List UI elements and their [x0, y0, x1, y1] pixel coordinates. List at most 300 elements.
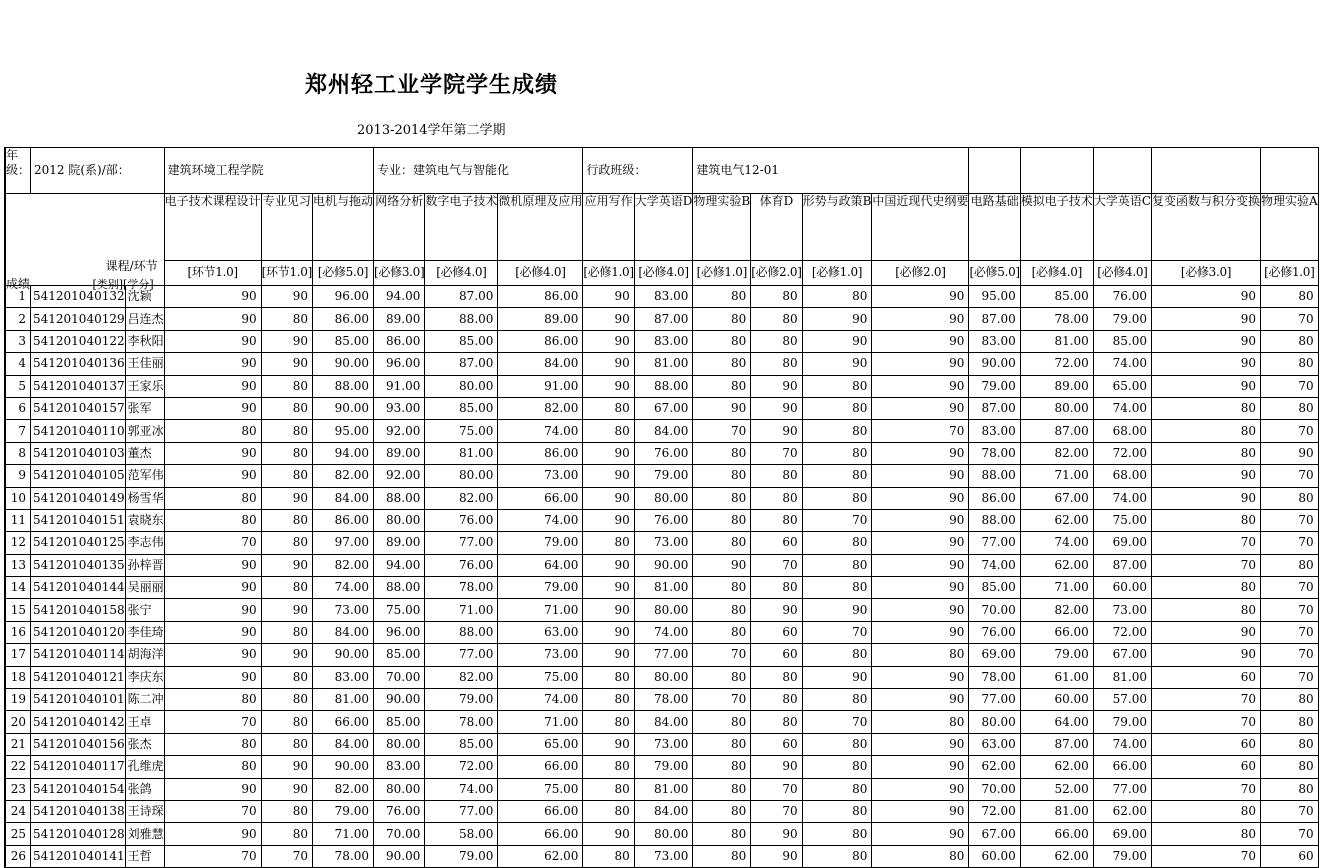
score-cell: 80 [261, 823, 312, 845]
grade-table [4, 147, 1319, 868]
score-cell: 74.00 [1093, 353, 1151, 375]
score-cell: 52.00 [1020, 778, 1093, 800]
score-cell: 74.00 [313, 577, 374, 599]
course-header: 物理实验B [693, 194, 751, 261]
score-cell: 80 [693, 778, 751, 800]
score-cell: 82.00 [313, 554, 374, 576]
student-id: 541201040156 [31, 733, 126, 755]
score-cell: 88.00 [374, 577, 425, 599]
course-header: 中国近现代史纲要 [872, 194, 969, 261]
score-cell: 90 [1152, 644, 1261, 666]
score-cell: 80 [693, 823, 751, 845]
score-cell: 80 [1261, 554, 1319, 576]
score-cell: 90 [583, 487, 634, 509]
score-cell: 90 [751, 375, 802, 397]
score-cell: 90 [583, 375, 634, 397]
score-cell: 90 [1152, 621, 1261, 643]
class-value: 建筑电气12-01 [693, 148, 969, 194]
score-cell: 70 [693, 689, 751, 711]
row-index: 24 [6, 800, 31, 822]
score-cell: 78.00 [1020, 308, 1093, 330]
score-cell: 80.00 [634, 823, 693, 845]
score-cell: 80 [802, 532, 872, 554]
score-cell: 90 [693, 397, 751, 419]
score-cell: 82.00 [498, 397, 583, 419]
score-cell: 60 [1152, 756, 1261, 778]
score-cell: 66.00 [498, 756, 583, 778]
score-cell: 83.00 [969, 420, 1020, 442]
student-id: 541201040129 [31, 308, 126, 330]
course-header: 物理实验A [1261, 194, 1319, 261]
score-cell: 90.00 [313, 353, 374, 375]
student-name: 胡海洋 [125, 644, 164, 666]
score-cell: 74.00 [498, 509, 583, 531]
score-cell: 61.00 [1020, 666, 1093, 688]
course-credit: [必修3.0] [1152, 260, 1261, 285]
score-cell: 80 [802, 800, 872, 822]
student-id: 541201040114 [31, 644, 126, 666]
course-header: 应用写作 [583, 194, 634, 261]
score-cell: 90 [872, 465, 969, 487]
score-cell: 79.00 [1093, 711, 1151, 733]
score-cell: 73.00 [1093, 599, 1151, 621]
score-cell: 90 [583, 330, 634, 352]
score-cell: 78.00 [425, 577, 498, 599]
score-cell: 70 [802, 711, 872, 733]
score-cell: 83.00 [634, 286, 693, 308]
student-id: 541201040158 [31, 599, 126, 621]
score-cell: 74.00 [1093, 733, 1151, 755]
student-id: 541201040101 [31, 689, 126, 711]
score-cell: 80 [751, 577, 802, 599]
score-cell: 82.00 [425, 487, 498, 509]
score-cell: 78.00 [425, 711, 498, 733]
score-cell: 90 [872, 286, 969, 308]
row-index: 12 [6, 532, 31, 554]
score-cell: 80 [1152, 442, 1261, 464]
score-cell: 70.00 [969, 778, 1020, 800]
row-index: 4 [6, 353, 31, 375]
score-cell: 70 [1261, 666, 1319, 688]
table-row [5, 286, 1319, 308]
score-cell: 80 [751, 689, 802, 711]
score-cell: 85.00 [1020, 286, 1093, 308]
score-cell: 80 [693, 375, 751, 397]
student-id: 541201040121 [31, 666, 126, 688]
score-cell: 77.00 [425, 644, 498, 666]
score-cell: 90 [872, 532, 969, 554]
score-cell: 60.00 [1093, 577, 1151, 599]
score-cell: 80 [693, 666, 751, 688]
score-cell: 87.00 [969, 308, 1020, 330]
score-cell: 80 [261, 577, 312, 599]
score-cell: 70 [751, 554, 802, 576]
score-cell: 73.00 [634, 532, 693, 554]
score-cell: 92.00 [374, 420, 425, 442]
score-cell: 90 [1152, 330, 1261, 352]
score-cell: 85.00 [969, 577, 1020, 599]
score-cell: 80 [1261, 286, 1319, 308]
score-cell: 90 [164, 465, 261, 487]
score-cell: 90.00 [313, 756, 374, 778]
score-cell: 81.00 [634, 778, 693, 800]
score-cell: 87.00 [1020, 420, 1093, 442]
table-row [5, 465, 1319, 487]
score-cell: 70.00 [969, 599, 1020, 621]
score-cell: 85.00 [1093, 330, 1151, 352]
score-cell: 90 [1152, 375, 1261, 397]
score-cell: 80 [802, 778, 872, 800]
student-name: 王佳丽 [125, 353, 164, 375]
score-cell: 80 [583, 532, 634, 554]
score-cell: 80.00 [374, 509, 425, 531]
course-header: 体育D [751, 194, 802, 261]
score-cell: 96.00 [374, 353, 425, 375]
score-cell: 80 [802, 442, 872, 464]
score-cell: 97.00 [313, 532, 374, 554]
row-index: 1 [6, 286, 31, 308]
course-header: 大学英语C [1093, 194, 1151, 261]
score-cell: 80 [1261, 756, 1319, 778]
type-credit-label: [类别][学分] [92, 278, 154, 291]
score-cell: 71.00 [425, 599, 498, 621]
course-header: 微机原理及应用 [498, 194, 583, 261]
score-cell: 70 [1261, 465, 1319, 487]
score-cell: 80 [693, 286, 751, 308]
score-cell: 73.00 [313, 599, 374, 621]
score-cell: 70 [1152, 554, 1261, 576]
score-cell: 86.00 [498, 286, 583, 308]
student-id: 541201040103 [31, 442, 126, 464]
score-cell: 77.00 [1093, 778, 1151, 800]
course-header: 网络分析 [374, 194, 425, 261]
student-id: 541201040151 [31, 509, 126, 531]
score-cell: 80 [802, 397, 872, 419]
student-name: 吕连杰 [125, 308, 164, 330]
score-cell: 90 [583, 621, 634, 643]
score-cell: 90 [583, 577, 634, 599]
score-cell: 60 [1261, 845, 1319, 867]
score-cell: 85.00 [313, 330, 374, 352]
score-cell: 86.00 [313, 509, 374, 531]
student-id: 541201040105 [31, 465, 126, 487]
score-cell: 80 [261, 375, 312, 397]
score-cell: 83.00 [313, 666, 374, 688]
table-row [5, 666, 1319, 688]
score-cell: 78.00 [313, 845, 374, 867]
score-cell: 81.00 [1093, 666, 1151, 688]
score-cell: 80 [802, 420, 872, 442]
major-value: 专业：建筑电气与智能化 [374, 148, 583, 194]
score-cell: 89.00 [498, 308, 583, 330]
student-id: 541201040132 [31, 286, 126, 308]
score-cell: 90 [872, 442, 969, 464]
course-credit: [必修1.0] [583, 260, 634, 285]
score-cell: 80 [261, 420, 312, 442]
score-cell: 80 [693, 532, 751, 554]
course-row [5, 194, 1319, 261]
score-cell: 73.00 [498, 644, 583, 666]
course-header: 大学英语D [634, 194, 693, 261]
score-cell: 62.00 [969, 756, 1020, 778]
score-cell: 80 [1261, 487, 1319, 509]
student-name: 孔维虎 [125, 756, 164, 778]
score-cell: 95.00 [969, 286, 1020, 308]
score-cell: 80 [1261, 397, 1319, 419]
score-cell: 80 [802, 465, 872, 487]
score-cell: 93.00 [374, 397, 425, 419]
score-cell: 80 [1152, 509, 1261, 531]
score-cell: 64.00 [1020, 711, 1093, 733]
score-cell: 80 [583, 800, 634, 822]
grade-dept-label [31, 148, 165, 194]
score-cell: 70 [693, 644, 751, 666]
score-cell: 90 [583, 733, 634, 755]
score-cell: 82.00 [1020, 442, 1093, 464]
score-cell: 80 [261, 532, 312, 554]
score-cell: 82.00 [313, 778, 374, 800]
score-cell: 65.00 [1093, 375, 1151, 397]
score-cell: 80 [802, 823, 872, 845]
table-row [5, 330, 1319, 352]
score-cell: 80 [802, 733, 872, 755]
score-cell: 80 [802, 375, 872, 397]
score-cell: 90 [583, 509, 634, 531]
student-name: 郭亚冰 [125, 420, 164, 442]
course-credit: [必修1.0] [802, 260, 872, 285]
score-cell: 70 [1261, 599, 1319, 621]
score-cell: 77.00 [969, 532, 1020, 554]
class-label: 行政班级： [583, 148, 693, 194]
score-cell: 90.00 [634, 554, 693, 576]
score-cell: 71.00 [313, 823, 374, 845]
score-cell: 58.00 [425, 823, 498, 845]
student-name: 陈二冲 [125, 689, 164, 711]
score-cell: 90 [872, 308, 969, 330]
score-cell: 70 [1261, 621, 1319, 643]
score-cell: 80 [164, 756, 261, 778]
score-cell: 87.00 [634, 308, 693, 330]
score-cell: 90 [751, 823, 802, 845]
score-cell: 83.00 [634, 330, 693, 352]
score-cell: 75.00 [425, 420, 498, 442]
info-row [5, 148, 1319, 194]
score-cell: 77.00 [425, 800, 498, 822]
score-cell: 65.00 [498, 733, 583, 755]
score-label: 成绩 [6, 277, 31, 291]
student-id: 541201040125 [31, 532, 126, 554]
score-cell: 90 [261, 644, 312, 666]
score-cell: 80 [802, 286, 872, 308]
course-header: 模拟电子技术 [1020, 194, 1093, 261]
table-row [5, 353, 1319, 375]
score-cell: 80 [802, 644, 872, 666]
table-row [5, 823, 1319, 845]
score-cell: 90 [583, 308, 634, 330]
score-cell: 80 [583, 845, 634, 867]
score-cell: 57.00 [1093, 689, 1151, 711]
score-cell: 90 [872, 733, 969, 755]
score-cell: 83.00 [374, 756, 425, 778]
score-cell: 70 [1152, 711, 1261, 733]
course-credit: [环节1.0] [164, 260, 261, 285]
score-cell: 87.00 [1093, 554, 1151, 576]
score-cell: 89.00 [374, 308, 425, 330]
student-id: 541201040135 [31, 554, 126, 576]
score-cell: 88.00 [425, 621, 498, 643]
score-cell: 80 [1261, 733, 1319, 755]
score-cell: 90 [583, 599, 634, 621]
score-cell: 80 [693, 621, 751, 643]
row-index: 10 [6, 487, 31, 509]
score-cell: 63.00 [969, 733, 1020, 755]
score-cell: 67.00 [969, 823, 1020, 845]
score-cell: 90 [1152, 286, 1261, 308]
score-cell: 72.00 [969, 800, 1020, 822]
score-cell: 80 [1152, 577, 1261, 599]
score-cell: 80 [1152, 397, 1261, 419]
score-cell: 90 [164, 330, 261, 352]
score-cell: 90 [802, 599, 872, 621]
score-cell: 79.00 [969, 375, 1020, 397]
student-name: 王卓 [125, 711, 164, 733]
course-credit: [必修2.0] [751, 260, 802, 285]
table-row [5, 778, 1319, 800]
score-cell: 79.00 [1093, 845, 1151, 867]
score-cell: 80 [261, 397, 312, 419]
score-cell: 89.00 [374, 532, 425, 554]
score-cell: 70 [872, 420, 969, 442]
score-cell: 87.00 [969, 397, 1020, 419]
table-row [5, 532, 1319, 554]
score-cell: 90 [1152, 353, 1261, 375]
score-cell: 70 [1261, 644, 1319, 666]
score-cell: 90 [164, 621, 261, 643]
score-cell: 80 [261, 711, 312, 733]
score-cell: 70 [1261, 375, 1319, 397]
score-cell: 70 [1261, 532, 1319, 554]
score-cell: 90 [164, 599, 261, 621]
score-cell: 80 [802, 756, 872, 778]
table-row [5, 756, 1319, 778]
info-empty-cell [1093, 148, 1151, 194]
score-cell: 77.00 [969, 689, 1020, 711]
row-index: 25 [6, 823, 31, 845]
score-cell: 81.00 [425, 442, 498, 464]
score-cell: 80 [751, 666, 802, 688]
score-cell: 80 [261, 800, 312, 822]
student-name: 吴丽丽 [125, 577, 164, 599]
score-cell: 80 [802, 577, 872, 599]
score-cell: 84.00 [313, 621, 374, 643]
score-cell: 86.00 [498, 442, 583, 464]
row-index: 14 [6, 577, 31, 599]
course-label: 课程/环节 [105, 259, 158, 273]
score-cell: 80 [693, 577, 751, 599]
score-cell: 73.00 [634, 845, 693, 867]
table-row [5, 733, 1319, 755]
score-cell: 64.00 [498, 554, 583, 576]
score-cell: 80 [872, 644, 969, 666]
score-cell: 80 [693, 845, 751, 867]
score-cell: 70 [1261, 823, 1319, 845]
score-cell: 70 [693, 420, 751, 442]
course-credit: [必修2.0] [872, 260, 969, 285]
course-credit: [必修4.0] [425, 260, 498, 285]
student-id: 541201040144 [31, 577, 126, 599]
score-cell: 90 [583, 644, 634, 666]
score-cell: 90 [1152, 308, 1261, 330]
score-cell: 80 [693, 509, 751, 531]
score-cell: 80 [693, 733, 751, 755]
score-cell: 88.00 [969, 465, 1020, 487]
score-cell: 80 [164, 487, 261, 509]
student-name: 范军伟 [125, 465, 164, 487]
score-cell: 84.00 [313, 733, 374, 755]
score-cell: 60.00 [1020, 689, 1093, 711]
score-cell: 60 [751, 532, 802, 554]
table-row [5, 644, 1319, 666]
score-cell: 80 [1152, 823, 1261, 845]
student-id: 541201040136 [31, 353, 126, 375]
score-cell: 90 [751, 397, 802, 419]
row-index: 11 [6, 509, 31, 531]
score-cell: 70 [1261, 577, 1319, 599]
score-cell: 70 [164, 532, 261, 554]
student-id: 541201040110 [31, 420, 126, 442]
info-empty-cell [969, 148, 1020, 194]
score-cell: 80 [802, 487, 872, 509]
score-cell: 80 [261, 308, 312, 330]
page-title: 郑州轻工业学院学生成绩 [305, 72, 559, 98]
score-cell: 88.00 [634, 375, 693, 397]
table-row [5, 487, 1319, 509]
dept-label: 院(系)/部： [68, 163, 130, 177]
score-cell: 67.00 [1093, 644, 1151, 666]
score-cell: 90 [751, 756, 802, 778]
score-cell: 80 [261, 621, 312, 643]
score-cell: 90 [583, 823, 634, 845]
score-cell: 81.00 [1020, 800, 1093, 822]
score-cell: 80 [1152, 599, 1261, 621]
score-cell: 80.00 [374, 733, 425, 755]
score-cell: 72.00 [1093, 442, 1151, 464]
score-cell: 90 [583, 465, 634, 487]
score-cell: 70 [1261, 509, 1319, 531]
score-cell: 60 [751, 621, 802, 643]
student-name: 董杰 [125, 442, 164, 464]
score-cell: 90 [164, 644, 261, 666]
score-cell: 79.00 [313, 800, 374, 822]
score-cell: 79.00 [425, 689, 498, 711]
course-header: 形势与政策B [802, 194, 872, 261]
score-cell: 85.00 [425, 397, 498, 419]
score-cell: 89.00 [374, 442, 425, 464]
course-header: 电路基础 [969, 194, 1020, 261]
row-index: 6 [6, 397, 31, 419]
score-cell: 86.00 [374, 330, 425, 352]
score-cell: 62.00 [1020, 756, 1093, 778]
score-cell: 80.00 [425, 375, 498, 397]
score-cell: 70.00 [374, 666, 425, 688]
student-name: 王家乐 [125, 375, 164, 397]
info-empty-cell [1152, 148, 1261, 194]
score-cell: 90 [164, 554, 261, 576]
table-row [5, 599, 1319, 621]
score-cell: 90 [751, 420, 802, 442]
course-credit: [必修1.0] [693, 260, 751, 285]
score-cell: 78.00 [969, 666, 1020, 688]
